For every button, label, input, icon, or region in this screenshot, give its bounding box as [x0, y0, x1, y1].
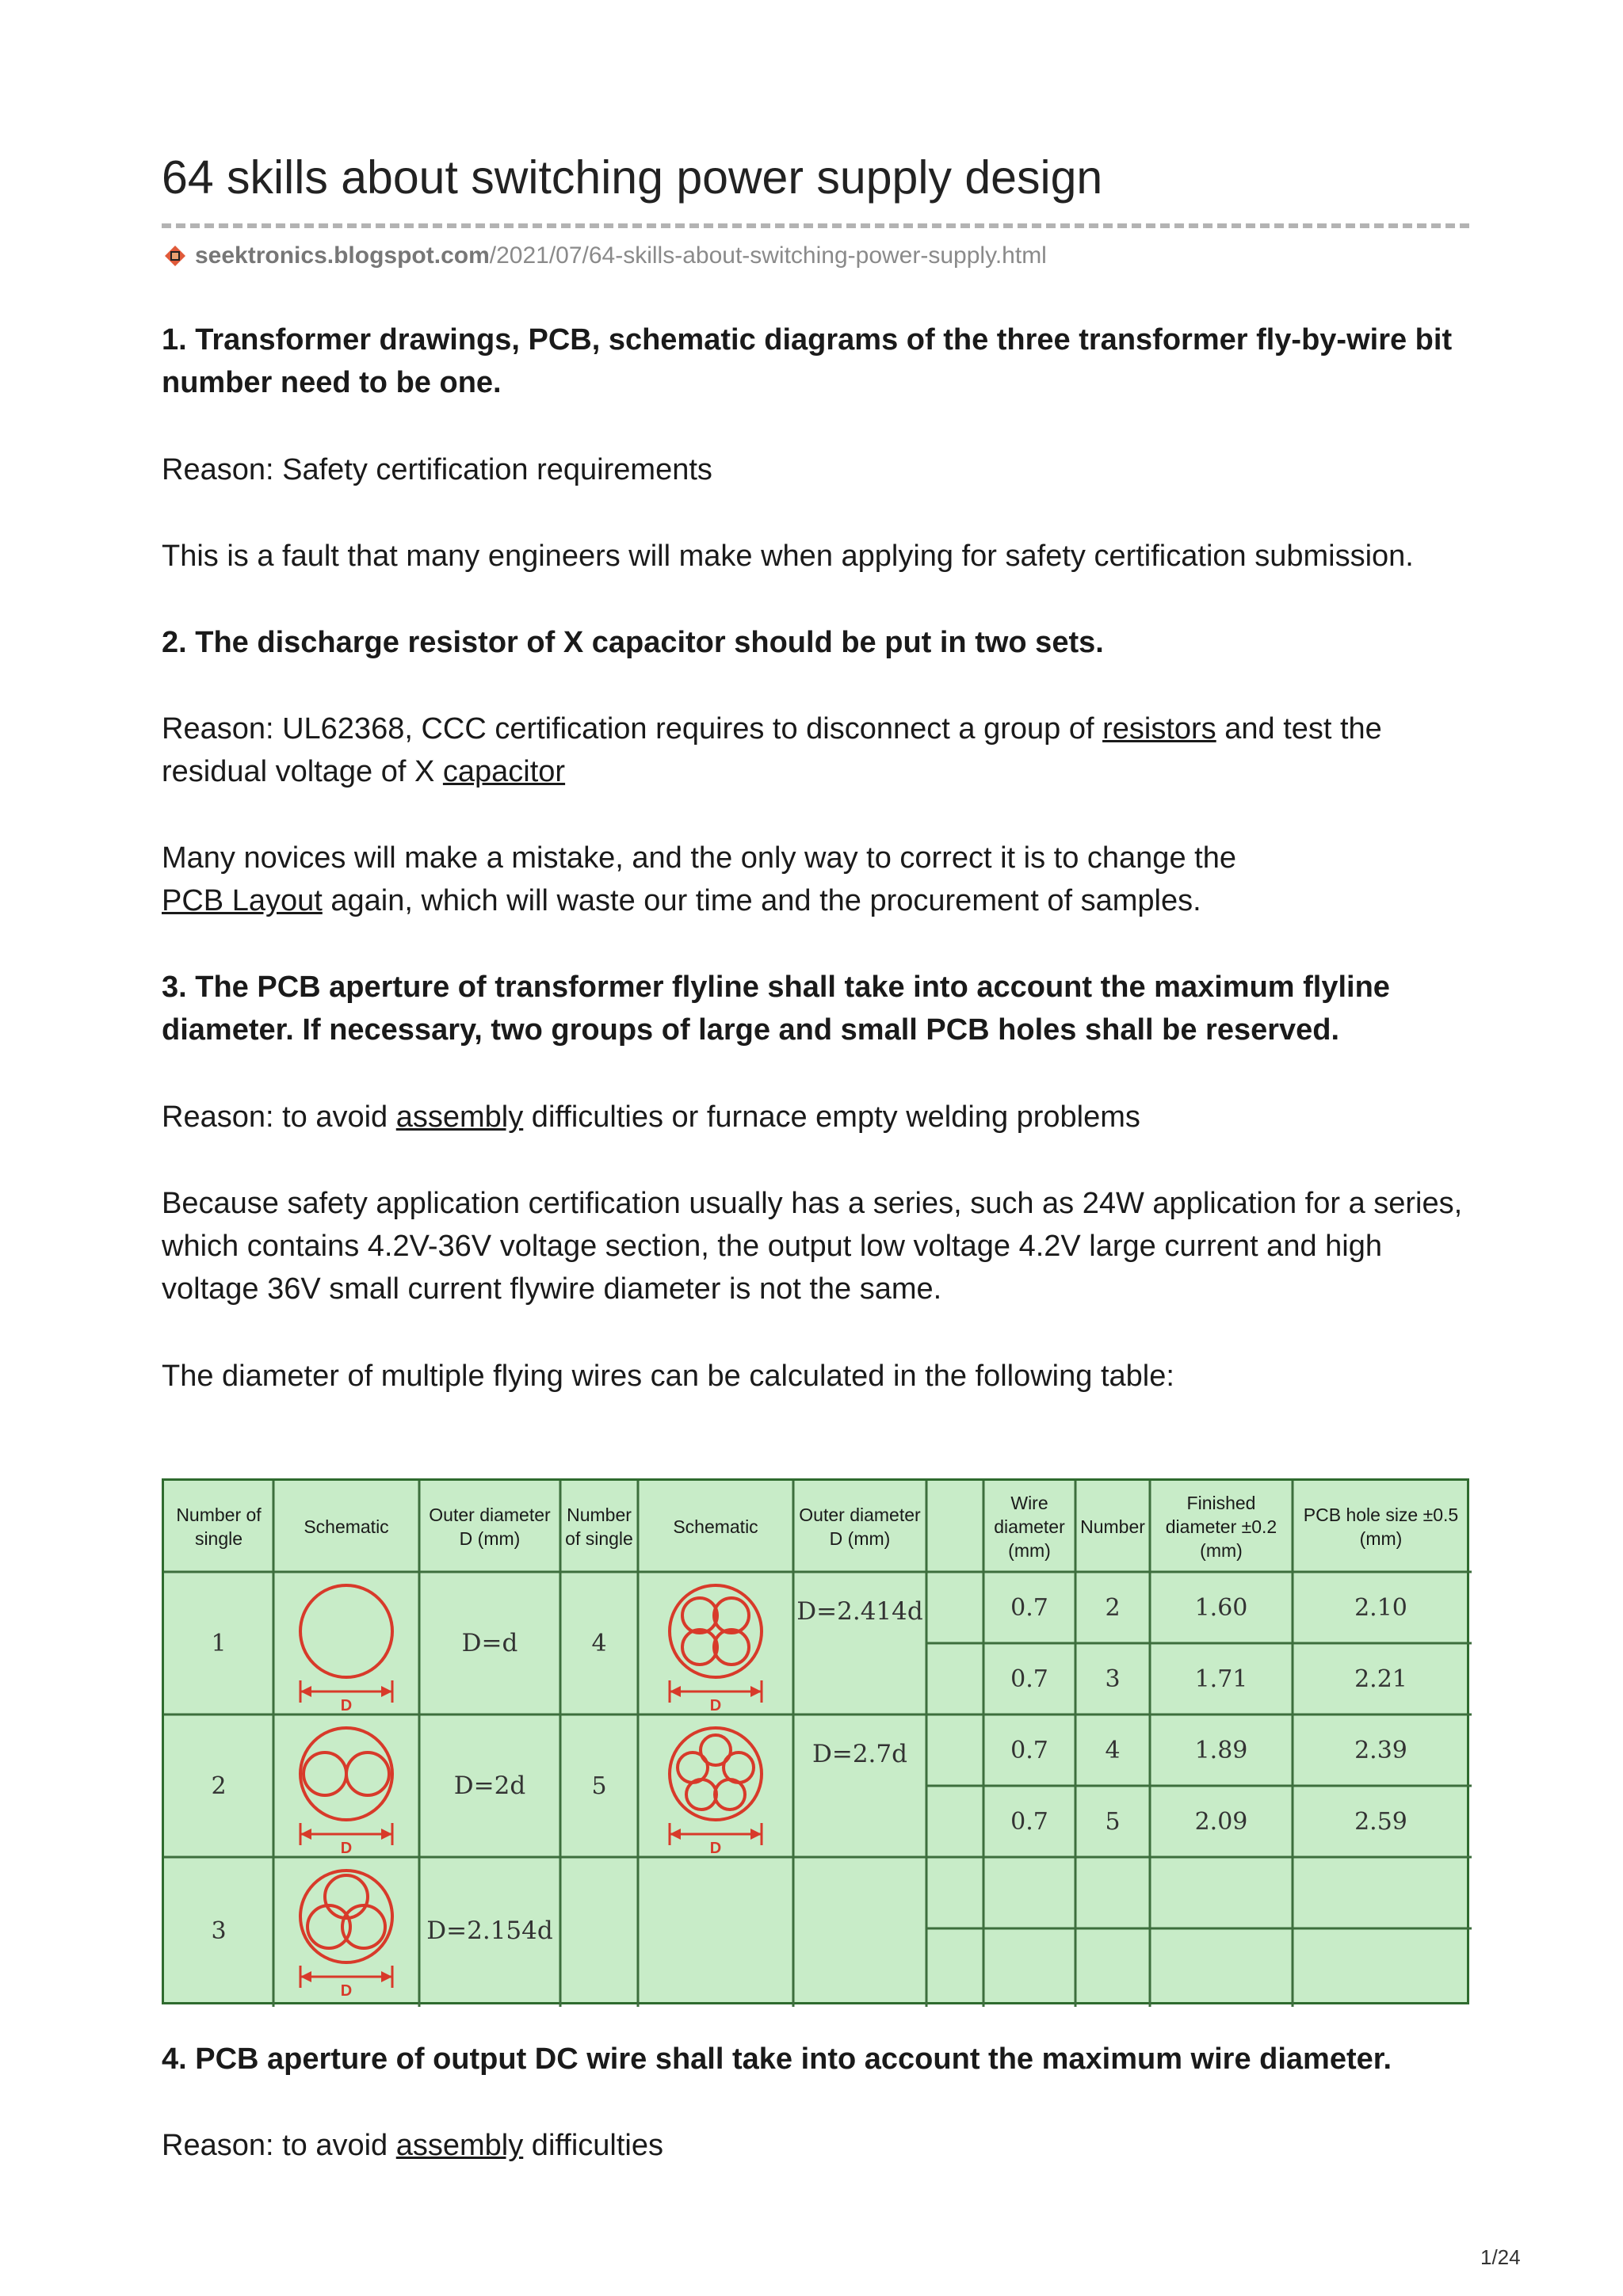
dimension-arrow: [750, 1686, 762, 1697]
cell-finished-diameter: 1.71: [1194, 1665, 1248, 1693]
dimension-arrow: [381, 1971, 392, 1982]
dimension-arrow: [381, 1829, 392, 1840]
diameter-label: D: [709, 1840, 722, 1857]
wire-circle: [346, 1753, 389, 1795]
table-header-schematic-2: Schematic: [673, 1516, 758, 1537]
section-4-reason: Reason: to avoid assembly difficulties: [162, 2129, 663, 2162]
dimension-arrow: [670, 1686, 681, 1697]
cell-number-of-single-2: [560, 1857, 638, 2004]
table-intro: The diameter of multiple flying wires can be calculated in the following table:: [162, 1360, 1174, 1393]
cell-finished-diameter: 1.89: [1194, 1736, 1248, 1764]
section-2-note: Many novices will make a mistake, and the only way to correct it is to change the PCB Layout again, which will waste our time and the procurement of samples.: [162, 841, 1236, 917]
cell-number-of-single-2: 5: [591, 1772, 607, 1800]
cell-finished-diameter: 1.60: [1194, 1593, 1248, 1622]
cell-finished-diameter: [1150, 1857, 1293, 1928]
section-1-heading: 1. Transformer drawings, PCB, schematic diagrams of the three transformer fly-by-wire bit number need to be one.: [162, 323, 1453, 399]
cell-number: [1075, 1928, 1150, 2004]
source-path[interactable]: /2021/07/64-skills-about-switching-power-supply.html: [489, 242, 1047, 269]
pcb-layout-link[interactable]: PCB Layout: [162, 884, 323, 917]
section-3-reason: Reason: to avoid assembly difficulties or furnace empty welding problems: [162, 1100, 1140, 1134]
cell-pcb-hole-size: 2.39: [1354, 1736, 1407, 1764]
wire-circle: [714, 1630, 749, 1665]
diameter-label: D: [340, 1982, 353, 2000]
section-3-heading: 3. The PCB aperture of transformer flyline shall take into account the maximum flyline diameter. If necessary, two groups of large and small PCB holes shall be reserved.: [162, 971, 1390, 1047]
dimension-arrow: [381, 1686, 392, 1697]
diameter-label: D: [709, 1697, 722, 1714]
table-header-schematic: Schematic: [304, 1516, 389, 1537]
wire-circle: [304, 1753, 346, 1795]
table-header-wire-diameter: Wire diameter (mm): [994, 1492, 1065, 1561]
page-number: 1/24: [1480, 2245, 1521, 2269]
wire-circle: [325, 1875, 368, 1918]
table-header-outer-diameter: Outer diameter D (mm): [429, 1504, 551, 1549]
cell-pcb-hole-size: [1293, 1928, 1469, 2004]
wire-circle: [714, 1598, 749, 1633]
wire-circle: [670, 1728, 762, 1820]
cell-number: 4: [1105, 1736, 1121, 1764]
cell-pcb-hole-size: [1293, 1857, 1469, 1928]
flyline-diameter-table: [162, 1478, 1469, 2004]
cell-number-of-single: 1: [211, 1629, 227, 1657]
cell-number: 5: [1105, 1807, 1121, 1836]
cell-number: [1075, 1857, 1150, 1928]
table-header-number-of-single: Number of single: [176, 1504, 262, 1549]
cell-outer-diameter: D=2.154d: [426, 1917, 553, 1945]
wire-circle: [300, 1585, 392, 1677]
cell-wire-diameter: 0.7: [1010, 1736, 1048, 1764]
cell-wire-diameter: [983, 1857, 1075, 1928]
dimension-arrow: [300, 1686, 311, 1697]
table-header-blank: [928, 1481, 982, 1572]
cell-number-of-single: 3: [211, 1917, 227, 1945]
cell-number: 2: [1105, 1593, 1121, 1622]
cell-number-of-single: 2: [211, 1772, 227, 1800]
schematic-four-wires: [670, 1585, 762, 1714]
table-header-number: Number: [1080, 1516, 1145, 1537]
cell-wire-diameter: 0.7: [1010, 1665, 1048, 1693]
schematic-single-wire: [300, 1585, 392, 1714]
cell-outer-diameter: D=d: [461, 1629, 518, 1657]
capacitor-link[interactable]: capacitor: [442, 755, 566, 788]
section-3-note: Because safety application certification usually has a series, such as 24W application for a series, which contains 4.2V-36V voltage section, the output low voltage 4.2V large current and high voltage 36V small current flywire diameter is not the same.: [162, 1187, 1463, 1306]
cell-finished-diameter: [1150, 1928, 1293, 2004]
cell-pcb-hole-size: 2.21: [1354, 1665, 1407, 1693]
diameter-label: D: [340, 1697, 353, 1714]
wire-circle: [686, 1779, 716, 1810]
page-title: 64 skills about switching power supply design: [162, 151, 1103, 204]
cell-outer-diameter-2: D=2.7d: [812, 1740, 907, 1768]
cell-wire-diameter: 0.7: [1010, 1807, 1048, 1836]
table-header-finished-diameter: Finished diameter ±0.2 (mm): [1165, 1492, 1277, 1561]
table-header-number-of-single-2: Number of single: [565, 1504, 633, 1549]
cell-number-of-single-2: 4: [591, 1629, 607, 1657]
cell-pcb-hole-size: 2.59: [1354, 1807, 1407, 1836]
cell-wire-diameter: [983, 1928, 1075, 2004]
section-4-heading: 4. PCB aperture of output DC wire shall take into account the maximum wire diameter.: [162, 2042, 1392, 2076]
section-1-reason: Reason: Safety certification requirements: [162, 453, 712, 486]
dimension-arrow: [300, 1829, 311, 1840]
cell-outer-diameter: D=2d: [453, 1772, 526, 1800]
dimension-arrow: [670, 1829, 681, 1840]
cell-outer-diameter-2: D=2.414d: [796, 1597, 923, 1626]
title-divider: [162, 223, 1469, 228]
dimension-arrow: [750, 1829, 762, 1840]
section-2-heading: 2. The discharge resistor of X capacitor should be put in two sets.: [162, 626, 1104, 659]
diameter-label: D: [340, 1840, 353, 1857]
schematic-two-wires: [300, 1728, 392, 1857]
wire-circle: [682, 1630, 717, 1665]
cell-number: 3: [1105, 1665, 1121, 1693]
site-favicon-icon: [162, 242, 189, 269]
cell-outer-diameter-2: [793, 1857, 926, 1936]
cell-pcb-hole-size: 2.10: [1354, 1593, 1407, 1622]
wire-circle: [682, 1598, 717, 1633]
wire-circle: [715, 1779, 745, 1810]
section-2-reason: Reason: UL62368, CCC certification requires to disconnect a group of resistors and test the residual voltage of X capacitor: [162, 712, 1382, 788]
wire-circle: [670, 1585, 762, 1677]
table-header-outer-diameter-2: Outer diameter D (mm): [799, 1504, 921, 1549]
assembly-link-2[interactable]: assembly: [395, 2129, 524, 2162]
section-1-note: This is a fault that many engineers will make when applying for safety certification submission.: [162, 540, 1414, 573]
schematic-three-wires: [300, 1871, 392, 2000]
source-domain[interactable]: seektronics.blogspot.com: [195, 242, 490, 269]
table-header-pcb-hole-size: PCB hole size ±0.5 (mm): [1303, 1504, 1459, 1549]
schematic-five-wires: [670, 1728, 762, 1857]
cell-finished-diameter: 2.09: [1194, 1807, 1248, 1836]
source-link[interactable]: [162, 242, 1047, 269]
cell-wire-diameter: 0.7: [1010, 1593, 1048, 1622]
assembly-link[interactable]: assembly: [395, 1100, 524, 1134]
dimension-arrow: [300, 1971, 311, 1982]
resistors-link[interactable]: resistors: [1102, 712, 1216, 746]
